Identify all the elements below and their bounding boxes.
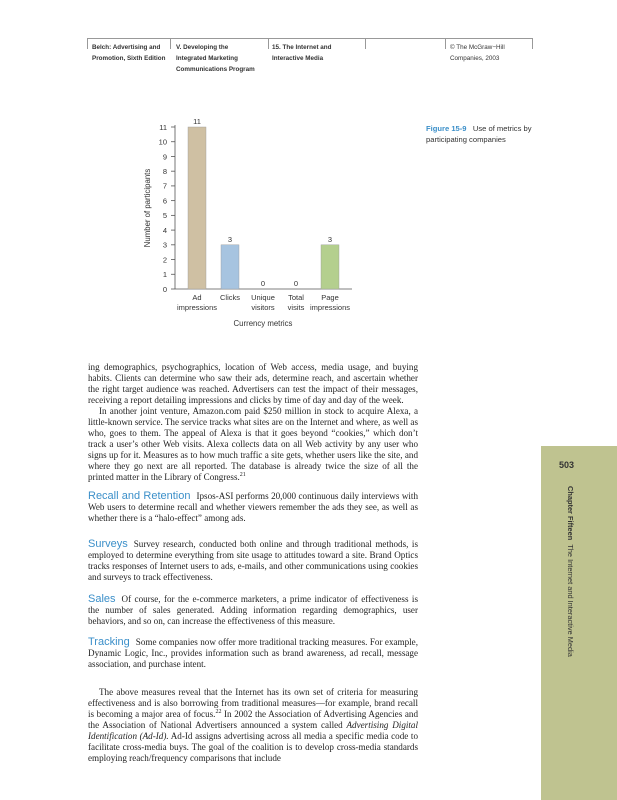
header-line: V. Developing the — [176, 44, 229, 51]
x-tick-label: Unique — [251, 293, 275, 302]
x-tick-label: Ad — [192, 293, 202, 302]
y-tick-label: 0 — [162, 284, 167, 294]
footnote-ref: 21 — [239, 471, 246, 478]
header-line: Belch: Advertising and — [92, 44, 161, 51]
section-text: Survey research, conducted both online and through traditional methods, is employed to determine everything from site usage to attitudes toward a site. Brand Optics tracks responses of Internet users to ads, e-mails, and other communications using cookies and surveys to track effectiveness. — [88, 539, 418, 582]
y-tick-label: 10 — [158, 137, 167, 147]
header-line: © The McGraw−Hill — [450, 44, 505, 51]
paragraph: ing demographics, psychographics, location of Web access, media usage, and buying habits. Clients can determine who saw their ads, determine reach, and ascertain whether the right target audience was reached. Advertisers can test the impact of their messages, receiving a report detailing impressions and clicks by time of day and day of the week. — [88, 362, 418, 405]
section-tracking — [88, 637, 418, 670]
x-tick-label: visits — [287, 303, 305, 312]
figure-number: Figure 15-9 — [426, 124, 467, 133]
body-text-top — [88, 362, 418, 483]
chapter-title: The Internet and Interactive Media — [566, 544, 575, 657]
y-axis-label: Number of participants — [143, 168, 152, 248]
bar-data-label: 3 — [327, 234, 333, 244]
bar — [221, 245, 239, 289]
paragraph-text: The above measures reveal that the Internet has its own set of criteria for measuring effectiveness and is also borrowing from traditional measures—for example, brand recall is becoming a major area of focus. — [88, 687, 418, 719]
x-tick-label: Page — [321, 293, 339, 302]
header-line: Companies, 2003 — [450, 55, 500, 62]
y-tick-label: 3 — [162, 240, 167, 250]
x-tick-label: Clicks — [220, 293, 240, 302]
chapter-label: Chapter Fifteen — [566, 486, 575, 541]
y-tick-label: 4 — [162, 225, 167, 235]
y-tick-label: 2 — [162, 255, 167, 265]
x-tick-label: visitors — [251, 303, 275, 312]
section-heading: Recall and Retention — [88, 490, 191, 502]
paragraph-italic: Advertising Digital Identification (Ad-Id). — [88, 720, 418, 741]
x-tick-label: impressions — [176, 303, 218, 312]
x-axis-label: Currency metrics — [233, 319, 293, 328]
section-heading: Tracking — [88, 636, 130, 648]
paragraph-text: In another joint venture, Amazon.com paid $250 million in stock to acquire Alexa, a little-known service. The service tracks what sites are on the Internet and where, as well as who, goes to them. The appeal of Alexa is that it goes beyond “cookies,” which don’t track a user’s other Web visits. Alexa collects data on all Web activity by any user who signs up for it. Measures as to how much traffic a site gets, whether users like the site, and where they go next are all reported. The database is already twice the size of all the printed matter in the Library of Congress. — [88, 406, 418, 482]
section-heading: Sales — [88, 593, 116, 605]
bar — [321, 245, 339, 289]
bar-data-label: 11 — [193, 117, 201, 126]
chapter-sidebar — [541, 446, 617, 800]
y-tick-label: 5 — [162, 211, 167, 221]
paragraph-text: Ad-Id assigns advertising across all media a specific media code to facilitate cross-media buys. The goal of the coalition is to develop cross-media standards employing reach/frequency comparisons that include — [88, 731, 418, 763]
bar-data-label: 0 — [293, 279, 299, 288]
paragraph — [88, 687, 418, 764]
header-line: Integrated Marketing — [176, 55, 238, 62]
chapter-running-title-text — [566, 486, 575, 657]
bar-data-label: 3 — [227, 234, 233, 244]
bar-chart — [0, 0, 617, 340]
y-tick-label: 7 — [162, 181, 167, 191]
x-tick-label: impressions — [309, 303, 351, 312]
header-line: Interactive Media — [272, 55, 324, 62]
bar — [188, 127, 206, 289]
y-tick-label: 8 — [162, 166, 167, 176]
chapter-running-title — [565, 486, 575, 786]
bar-data-label: 0 — [260, 279, 266, 288]
y-tick-label: 6 — [162, 196, 167, 206]
section-text: Ipsos-ASI performs 20,000 continuous daily interviews with Web users to determine recall and whether viewers remember the ads they see, as well as whether there is a “halo-effect” among ads. — [88, 491, 418, 523]
figure-caption-text: Use of metrics by participating companies — [426, 124, 532, 144]
y-tick-label: 11 — [159, 122, 167, 132]
section-sales — [88, 594, 418, 627]
figure-caption — [426, 123, 536, 145]
section-surveys — [88, 539, 418, 583]
header-line: Communications Program — [176, 66, 255, 73]
header-line: 15. The Internet and — [272, 44, 332, 51]
y-tick-label: 1 — [162, 270, 167, 280]
page-number: 503 — [559, 460, 575, 470]
section-heading: Surveys — [88, 538, 128, 550]
section-text: Some companies now offer more traditional tracking measures. For example, Dynamic Logic, Inc., provides information such as brand awareness, ad recall, message association, and purchase intent. — [88, 637, 418, 669]
x-tick-label: Total — [288, 293, 304, 302]
body-text-bottom — [88, 687, 418, 764]
header-line: Promotion, Sixth Edition — [92, 55, 166, 62]
section-recall — [88, 491, 418, 524]
paragraph-text: In 2002 the Association of Advertising Agencies and the Association of National Advertisers announced a system called — [88, 709, 418, 730]
section-text: Of course, for the e-commerce marketers, a prime indicator of effectiveness is the number of sales generated. Adding information regarding demographics, user behaviors, and so on, can increase the effectiveness of this measure. — [88, 594, 418, 626]
paragraph — [88, 406, 418, 483]
footnote-ref: 22 — [215, 708, 222, 715]
y-tick-label: 9 — [162, 152, 167, 162]
